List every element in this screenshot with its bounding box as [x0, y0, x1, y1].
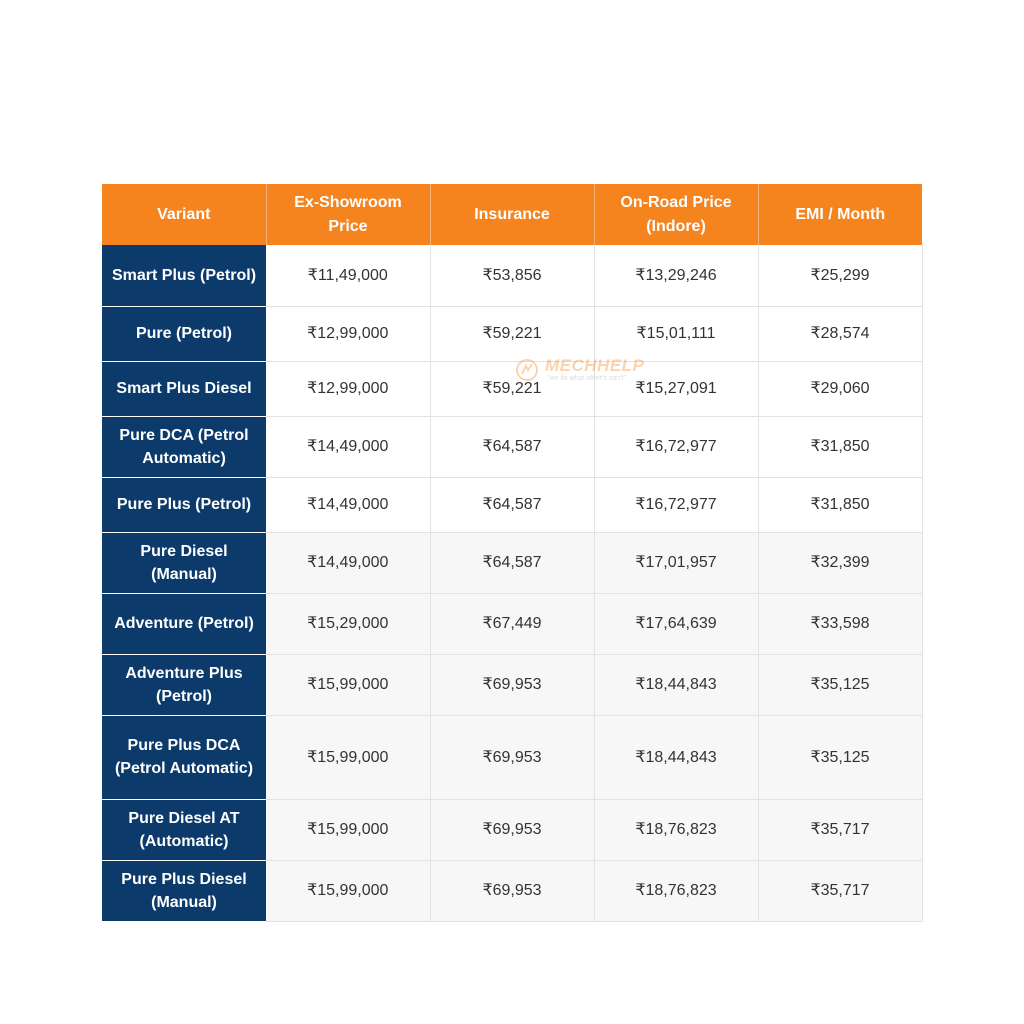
variant-cell: Pure Plus DCA (Petrol Automatic): [102, 715, 266, 799]
ex-showroom-price-cell: ₹11,49,000: [266, 245, 430, 306]
insurance-cell: ₹59,221: [430, 306, 594, 361]
ex-showroom-price-cell: ₹14,49,000: [266, 477, 430, 532]
ex-showroom-price-cell: ₹15,99,000: [266, 654, 430, 715]
emi-cell: ₹31,850: [758, 477, 922, 532]
insurance-cell: ₹67,449: [430, 593, 594, 654]
ex-showroom-price-cell: ₹12,99,000: [266, 361, 430, 416]
variant-cell: Pure (Petrol): [102, 306, 266, 361]
insurance-cell: ₹59,221: [430, 361, 594, 416]
insurance-cell: ₹69,953: [430, 799, 594, 860]
on-road-price-cell: ₹18,76,823: [594, 799, 758, 860]
on-road-price-cell: ₹15,01,111: [594, 306, 758, 361]
on-road-price-cell: ₹18,44,843: [594, 654, 758, 715]
watermark-brand: MECHHELP: [545, 356, 645, 375]
table-row: [102, 593, 922, 654]
price-table: [102, 184, 923, 922]
variant-cell: Adventure (Petrol): [102, 593, 266, 654]
table-row: [102, 532, 922, 593]
table-row: [102, 799, 922, 860]
table-row: [102, 361, 922, 416]
emi-cell: ₹35,125: [758, 654, 922, 715]
on-road-price-cell: ₹16,72,977: [594, 416, 758, 477]
variant-cell: Smart Plus (Petrol): [102, 245, 266, 306]
header-insurance: Insurance: [430, 184, 594, 245]
variant-cell: Pure Diesel (Manual): [102, 532, 266, 593]
ex-showroom-price-cell: ₹15,99,000: [266, 715, 430, 799]
on-road-price-cell: ₹16,72,977: [594, 477, 758, 532]
table-row: [102, 245, 922, 306]
on-road-price-cell: ₹17,64,639: [594, 593, 758, 654]
emi-cell: ₹31,850: [758, 416, 922, 477]
on-road-price-cell: ₹18,44,843: [594, 715, 758, 799]
on-road-price-cell: ₹18,76,823: [594, 860, 758, 921]
table-row: [102, 654, 922, 715]
emi-cell: ₹33,598: [758, 593, 922, 654]
header-on-road-price: On-Road Price (Indore): [594, 184, 758, 245]
emi-cell: ₹35,125: [758, 715, 922, 799]
table-row: [102, 306, 922, 361]
ex-showroom-price-cell: ₹15,99,000: [266, 860, 430, 921]
table-row: [102, 416, 922, 477]
header-ex-showroom-price: Ex-Showroom Price: [266, 184, 430, 245]
watermark-tagline: "we fix what other's can't": [547, 375, 626, 382]
on-road-price-cell: ₹17,01,957: [594, 532, 758, 593]
insurance-cell: ₹69,953: [430, 654, 594, 715]
variant-cell: Pure DCA (Petrol Automatic): [102, 416, 266, 477]
variant-cell: Adventure Plus (Petrol): [102, 654, 266, 715]
on-road-price-cell: ₹13,29,246: [594, 245, 758, 306]
header-emi-month: EMI / Month: [758, 184, 922, 245]
insurance-cell: ₹64,587: [430, 416, 594, 477]
ex-showroom-price-cell: ₹14,49,000: [266, 416, 430, 477]
emi-cell: ₹35,717: [758, 799, 922, 860]
ex-showroom-price-cell: ₹14,49,000: [266, 532, 430, 593]
emi-cell: ₹29,060: [758, 361, 922, 416]
insurance-cell: ₹69,953: [430, 860, 594, 921]
ex-showroom-price-cell: ₹12,99,000: [266, 306, 430, 361]
variant-cell: Smart Plus Diesel: [102, 361, 266, 416]
insurance-cell: ₹69,953: [430, 715, 594, 799]
emi-cell: ₹25,299: [758, 245, 922, 306]
table-row: [102, 860, 922, 921]
table-row: [102, 477, 922, 532]
variant-cell: Pure Plus Diesel (Manual): [102, 860, 266, 921]
table-row: [102, 715, 922, 799]
insurance-cell: ₹53,856: [430, 245, 594, 306]
emi-cell: ₹32,399: [758, 532, 922, 593]
on-road-price-cell: ₹15,27,091: [594, 361, 758, 416]
insurance-cell: ₹64,587: [430, 477, 594, 532]
emi-cell: ₹28,574: [758, 306, 922, 361]
ex-showroom-price-cell: ₹15,29,000: [266, 593, 430, 654]
variant-cell: Pure Diesel AT (Automatic): [102, 799, 266, 860]
header-variant: Variant: [102, 184, 266, 245]
variant-cell: Pure Plus (Petrol): [102, 477, 266, 532]
ex-showroom-price-cell: ₹15,99,000: [266, 799, 430, 860]
emi-cell: ₹35,717: [758, 860, 922, 921]
insurance-cell: ₹64,587: [430, 532, 594, 593]
table-header-row: [102, 184, 922, 245]
